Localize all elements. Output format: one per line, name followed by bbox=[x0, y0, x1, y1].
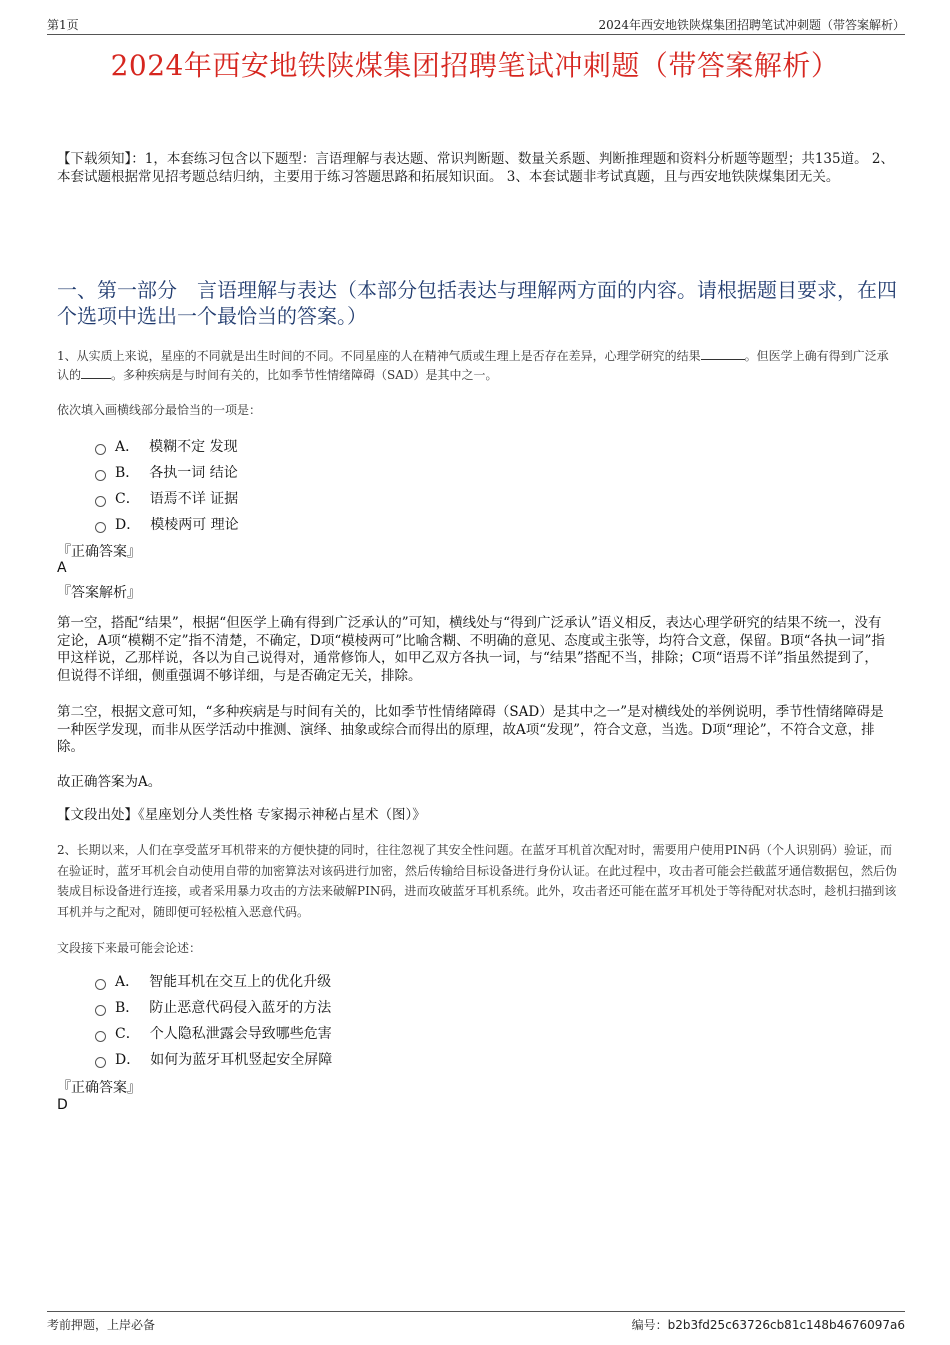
blank-2 bbox=[81, 366, 111, 379]
q2-option-a[interactable]: A． 智能耳机在交互上的优化升级 bbox=[95, 968, 495, 994]
q2-option-d[interactable]: D． 如何为蓝牙耳机竖起安全屏障 bbox=[95, 1046, 495, 1072]
radio-icon[interactable] bbox=[95, 470, 106, 481]
q1-option-d[interactable]: D． 模棱两可 理论 bbox=[95, 511, 495, 537]
section-title: 一、第一部分 言语理解与表达（本部分包括表达与理解两方面的内容。请根据题目要求，在四个选项中选出一个最恰当的答案。） bbox=[57, 278, 897, 328]
question-2-text: 2、长期以来，人们在享受蓝牙耳机带来的方便快捷的同时，往往忽视了其安全性问题。在蓝牙耳机首次配对时，需要用户使用PIN码（个人识别码）验证，而在验证时，蓝牙耳机会自动使用自带的加密算法对该码进行加密，然后传输给目标设备进行身份认证。在此过程中，攻击者可能会拦截蓝牙通信数据包，然后伪装成目标设备进行连接，或者采用暴力攻击的方法来破解PIN码，进而攻破蓝牙耳机系统。此外，攻击者还可能在蓝牙耳机处于等待配对状态时，趁机扫描到该耳机并与之配对，随即便可轻松植入恶意代码。 bbox=[57, 843, 898, 919]
question-2-prompt: 文段接下来最可能会论述： bbox=[57, 941, 202, 955]
footer-code: 编号：b2b3fd25c63726cb81c148b4676097a6 bbox=[631, 1318, 905, 1332]
q1-analysis-paragraph-1: 第一空，搭配“结果”，根据“但医学上确有得到广泛承认的”可知，横线处与“得到广泛承认”语义相反，表达心理学研究的结果不统一，没有定论，A项“模糊不定”指不清楚，不确定，D项“模棱两可”比喻含糊、不明确的意见、态度或主张等，均符合文意，保留。B项“各执一词”指甲这样说，乙那样说，各以为自己说得对，通常修饰人，如甲乙双方各执一词，与“结果”搭配不当，排除；C项“语焉不详”指虽然提到了，但说得不详细，侧重强调不够详细，与是否确定无关，排除。 bbox=[57, 615, 885, 684]
q1-analysis-label: 『答案解析』 bbox=[57, 585, 141, 601]
radio-icon[interactable] bbox=[95, 1057, 106, 1068]
page-number: 第1页 bbox=[47, 18, 79, 32]
radio-icon[interactable] bbox=[95, 979, 106, 990]
q1-option-c[interactable]: C． 语焉不详 证据 bbox=[95, 485, 495, 511]
question-1-text: 1、从实质上来说，星座的不同就是出生时间的不同。不同星座的人在精神气质或生理上是否存在差异，心理学研究的结果 。但医学上确有得到广泛承认的 。多种疾病是与时间有关的，比如季节性情绪障碍（SAD）是其中之一。 bbox=[57, 349, 889, 382]
radio-icon[interactable] bbox=[95, 444, 106, 455]
radio-icon[interactable] bbox=[95, 522, 106, 533]
q2-answer-label: 『正确答案』 bbox=[57, 1080, 141, 1096]
q1-analysis-paragraph-2: 第二空，根据文意可知，“多种疾病是与时间有关的，比如季节性情绪障碍（SAD）是其中之一”是对横线处的举例说明，季节性情绪障碍是一种医学发现，而非从医学活动中推测、演绎、抽象或综合而得出的原理，故A项“发现”，符合文意，当选。D项“理论”，不符合文意，排除。 bbox=[57, 704, 884, 755]
download-notice: 【下载须知】：1，本套练习包含以下题型：言语理解与表达题、常识判断题、数量关系题、判断推理题和资料分析题等题型；共135道。 2、本套试题根据常见招考题总结归纳，主要用于练习答题思路和拓展知识面。 3、本套试题非考试真题，且与西安地铁陕煤集团无关。 bbox=[57, 151, 894, 185]
page-header bbox=[47, 14, 905, 35]
header-doc-name: 2024年西安地铁陕煤集团招聘笔试冲刺题（带答案解析） bbox=[598, 18, 905, 32]
q1-analysis-conclusion: 故正确答案为A。 bbox=[57, 774, 162, 790]
question-1-options bbox=[95, 433, 495, 537]
blank-1 bbox=[701, 347, 745, 360]
question-1-prompt: 依次填入画横线部分最恰当的一项是： bbox=[57, 403, 262, 417]
q1-option-a[interactable]: A． 模糊不定 发现 bbox=[95, 433, 495, 459]
radio-icon[interactable] bbox=[95, 496, 106, 507]
radio-icon[interactable] bbox=[95, 1031, 106, 1042]
q1-source: 【文段出处】《星座划分人类性格 专家揭示神秘占星术（图）》 bbox=[57, 807, 426, 823]
question-2-options bbox=[95, 968, 495, 1072]
q2-option-b[interactable]: B． 防止恶意代码侵入蓝牙的方法 bbox=[95, 994, 495, 1020]
radio-icon[interactable] bbox=[95, 1005, 106, 1016]
q2-answer: D bbox=[57, 1097, 68, 1113]
q1-answer-label: 『正确答案』 bbox=[57, 544, 141, 560]
q1-option-b[interactable]: B． 各执一词 结论 bbox=[95, 459, 495, 485]
q2-option-c[interactable]: C． 个人隐私泄露会导致哪些危害 bbox=[95, 1020, 495, 1046]
document-title: 2024年西安地铁陕煤集团招聘笔试冲刺题（带答案解析） bbox=[110, 49, 840, 82]
page-footer bbox=[47, 1311, 905, 1336]
q1-answer: A bbox=[57, 560, 67, 576]
footer-slogan: 考前押题，上岸必备 bbox=[47, 1318, 156, 1332]
